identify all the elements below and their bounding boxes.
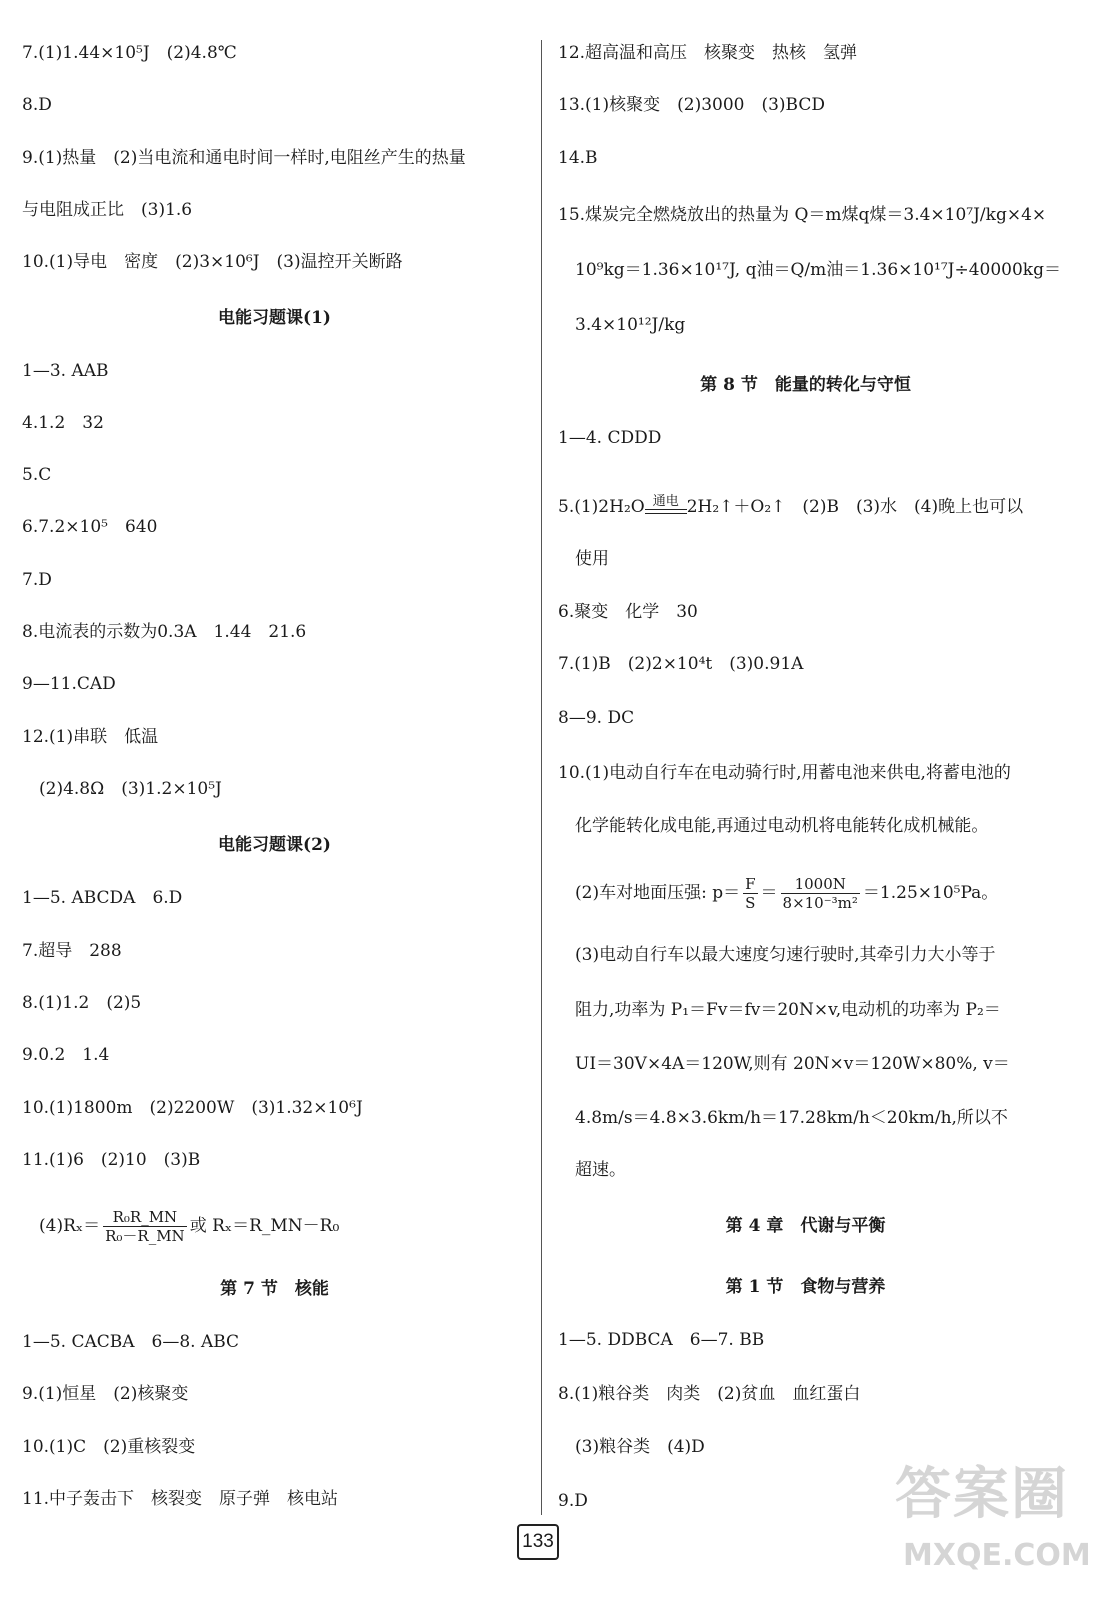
answer-line: 10.(1)C (2)重核裂变 xyxy=(22,1437,196,1457)
answer-line: (3)粮谷类 (4)D xyxy=(558,1437,705,1457)
column-divider xyxy=(541,40,542,1515)
fraction-numerator: F xyxy=(745,875,756,893)
answer-line: 14.B xyxy=(558,148,598,168)
answer-line: 与电阻成正比 (3)1.6 xyxy=(22,200,193,220)
answer-line: 10.(1)电动自行车在电动骑行时,用蓄电池来供电,将蓄电池的 xyxy=(558,763,1011,783)
answer-line: 6.7.2×10⁵ 640 xyxy=(22,517,158,537)
answer-line-formula xyxy=(558,875,998,912)
answer-line: 12.超高温和高压 核聚变 热核 氢弹 xyxy=(558,43,858,63)
answer-line: 9.0.2 1.4 xyxy=(22,1045,110,1065)
fraction-denominator: 8×10⁻³m² xyxy=(782,894,858,912)
answer-line: 阻力,功率为 P₁＝Fv＝fv＝20N×v,电动机的功率为 P₂＝ xyxy=(558,1000,1001,1020)
answer-line: 7.D xyxy=(22,570,52,590)
answer-line: 4.8m/s＝4.8×3.6km/h＝17.28km/h＜20km/h,所以不 xyxy=(558,1108,1008,1128)
answer-line: (3)电动自行车以最大速度匀速行驶时,其牵引力大小等于 xyxy=(558,945,996,965)
answer-line: 8.(1)1.2 (2)5 xyxy=(22,993,142,1013)
answer-line: 15.煤炭完全燃烧放出的热量为 Q＝m煤q煤＝3.4×10⁷J/kg×4× xyxy=(558,205,1047,225)
answer-line-formula xyxy=(22,1208,339,1245)
answer-line: 9.(1)热量 (2)当电流和通电时间一样时,电阻丝产生的热量 xyxy=(22,148,466,168)
answer-line: 10.(1)导电 密度 (2)3×10⁶J (3)温控开关断路 xyxy=(22,252,403,272)
answer-line: 9.D xyxy=(558,1491,588,1511)
section-heading: 第 4 章 代谢与平衡 xyxy=(725,1216,886,1236)
fraction-numerator: R₀R_MN xyxy=(103,1208,187,1227)
answer-line: 13.(1)核聚变 (2)3000 (3)BCD xyxy=(558,95,825,115)
fraction-numerator: 1000N xyxy=(781,875,860,894)
formula-prefix: (2)车对地面压强: p＝ xyxy=(558,883,741,903)
formula-prefix: (4)Rₓ＝ xyxy=(22,1216,101,1236)
answer-line: 3.4×10¹²J/kg xyxy=(558,315,686,335)
answer-line: 10.(1)1800m (2)2200W (3)1.32×10⁶J xyxy=(22,1098,363,1118)
section-heading: 第 7 节 核能 xyxy=(220,1279,329,1299)
answer-line: 11.(1)6 (2)10 (3)B xyxy=(22,1150,201,1170)
answer-line: 12.(1)串联 低温 xyxy=(22,727,159,747)
formula-equals: ＝ xyxy=(760,883,778,903)
watermark-logo xyxy=(895,1450,1091,1595)
fraction xyxy=(743,875,757,912)
section-heading: 电能习题课(2) xyxy=(218,835,331,855)
section-heading: 第 1 节 食物与营养 xyxy=(725,1277,886,1297)
answer-line: 1—5. CACBA 6—8. ABC xyxy=(22,1332,240,1352)
answer-line: 8.D xyxy=(22,95,52,115)
answer-line: 1—4. CDDD xyxy=(558,428,662,448)
answer-line: 超速。 xyxy=(558,1160,626,1180)
answer-line: 7.(1)B (2)2×10⁴t (3)0.91A xyxy=(558,654,804,674)
answer-line: 使用 xyxy=(558,549,609,569)
reaction-condition xyxy=(645,495,687,520)
formula-suffix: ＝1.25×10⁵Pa。 xyxy=(862,883,999,903)
answer-line-equation xyxy=(558,495,1023,520)
answer-line: 11.中子轰击下 核裂变 原子弹 核电站 xyxy=(22,1489,339,1509)
watermark-main: 答案圈 xyxy=(895,1462,1069,1527)
reaction-condition-text: 通电 xyxy=(652,494,679,509)
watermark-url: MXQE.COM xyxy=(903,1538,1091,1573)
answer-line: 9—11.CAD xyxy=(22,674,116,694)
answer-line: 1—3. AAB xyxy=(22,361,109,381)
answer-line: 10⁹kg＝1.36×10¹⁷J, q油＝Q/m油＝1.36×10¹⁷J÷40000kg＝ xyxy=(558,260,1061,280)
answer-line: UI＝30V×4A＝120W,则有 20N×v＝120W×80%, v＝ xyxy=(558,1054,1010,1074)
fraction xyxy=(103,1208,187,1245)
section-heading: 第 8 节 能量的转化与守恒 xyxy=(700,375,911,395)
equation-reactant: 5.(1)2H₂O xyxy=(558,497,645,517)
fraction-denominator: S xyxy=(745,894,756,912)
answer-line: 8—9. DC xyxy=(558,708,635,728)
formula-suffix: 或 Rₓ＝R_MN－R₀ xyxy=(189,1216,340,1236)
page-number: 133 xyxy=(517,1524,559,1560)
answer-line: 6.聚变 化学 30 xyxy=(558,602,698,622)
double-line-equals xyxy=(645,509,687,514)
answer-line: 8.电流表的示数为0.3A 1.44 21.6 xyxy=(22,622,307,642)
section-heading: 电能习题课(1) xyxy=(218,308,331,328)
answer-line: 7.超导 288 xyxy=(22,941,122,961)
answer-line: 8.(1)粮谷类 肉类 (2)贫血 血红蛋白 xyxy=(558,1384,861,1404)
equation-products: 2H₂↑＋O₂↑ (2)B (3)水 (4)晚上也可以 xyxy=(686,497,1024,517)
fraction xyxy=(781,875,860,912)
answer-line: 1—5. DDBCA 6—7. BB xyxy=(558,1330,765,1350)
answer-line: 4.1.2 32 xyxy=(22,413,104,433)
answer-line: 9.(1)恒星 (2)核聚变 xyxy=(22,1384,189,1404)
fraction-denominator: R₀－R_MN xyxy=(105,1227,185,1245)
answer-line: 7.(1)1.44×10⁵J (2)4.8℃ xyxy=(22,43,237,63)
answer-line: 1—5. ABCDA 6.D xyxy=(22,888,183,908)
answer-line: 5.C xyxy=(22,465,52,485)
answer-line: (2)4.8Ω (3)1.2×10⁵J xyxy=(22,779,222,799)
answer-line: 化学能转化成电能,再通过电动机将电能转化成机械能。 xyxy=(558,816,989,836)
